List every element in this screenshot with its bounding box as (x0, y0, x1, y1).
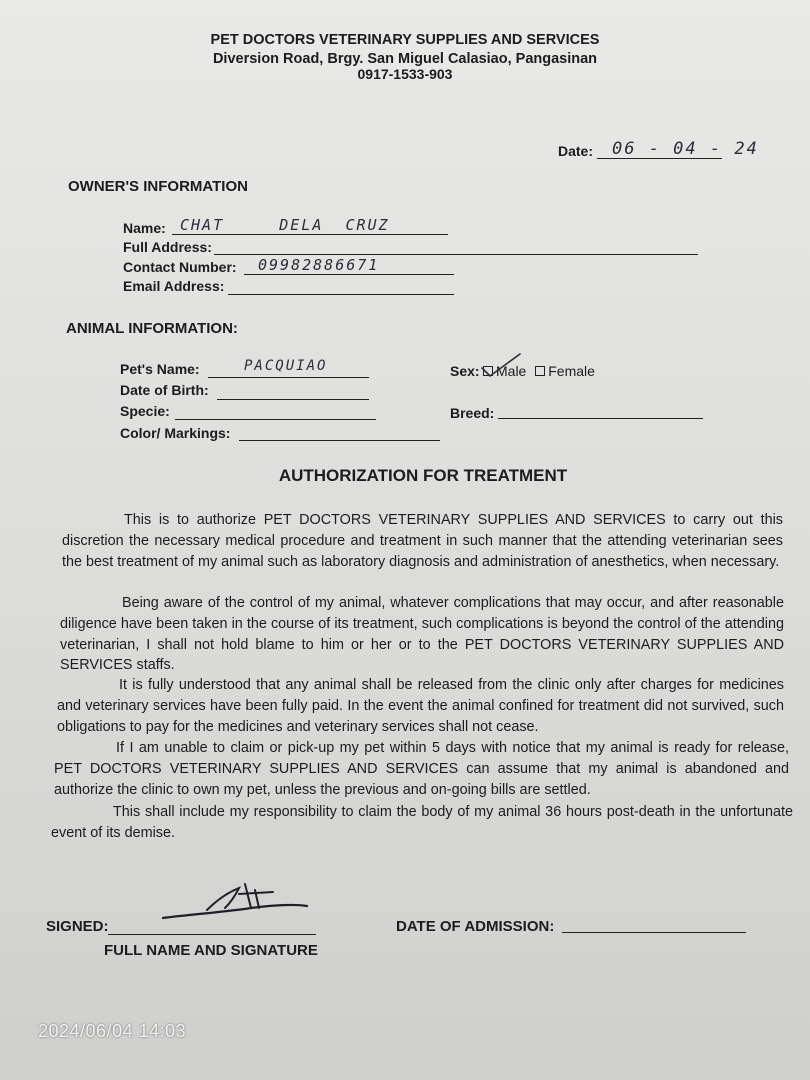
specie-line (175, 419, 376, 420)
authorization-paragraph-4 (54, 738, 789, 800)
company-phone: 0917-1533-903 (357, 66, 453, 82)
breed-label: Breed: (450, 405, 495, 421)
owner-address-label: Full Address: (123, 239, 212, 255)
paragraph-3-text: It is fully understood that any animal shall be released from the clinic only after charges for medicines and veterinary services have been fully paid. In the event the animal confined for treatment did not survived, such obligations to pay for the medicines and veterinary services shall not cease. (57, 677, 784, 735)
color-markings-line (239, 440, 440, 441)
handwritten-signature (155, 878, 315, 928)
female-checkbox[interactable] (535, 366, 545, 376)
authorization-title: AUTHORIZATION FOR TREATMENT (278, 466, 568, 485)
female-option-label: Female (548, 363, 595, 379)
signature-line (108, 934, 316, 935)
authorization-paragraph-5 (51, 802, 793, 844)
signature-caption: FULL NAME AND SIGNATURE (104, 942, 318, 959)
owner-email-label: Email Address: (123, 278, 225, 294)
male-check-mark-icon (476, 350, 526, 380)
owner-contact-value: 09982886671 (258, 256, 380, 274)
owner-name-line (172, 234, 448, 235)
paragraph-5-text: This shall include my responsibility to claim the body of my animal 36 hours post-death in the unfortunate event of its demise. (51, 804, 793, 841)
admission-date-label: DATE OF ADMISSION: (396, 918, 555, 935)
authorization-paragraph-1 (62, 510, 783, 572)
date-value: 06 - 04 - 24 (612, 139, 759, 159)
owner-email-line (228, 294, 454, 295)
owner-section-title: OWNER'S INFORMATION (68, 178, 248, 195)
breed-line (498, 418, 703, 419)
pet-name-line (208, 377, 369, 378)
dob-line (217, 399, 369, 400)
signed-label: SIGNED: (46, 918, 109, 935)
owner-name-label: Name: (123, 220, 166, 236)
paragraph-4-text: If I am unable to claim or pick-up my pet within 5 days with notice that my animal is ready for release, PET DOCTORS VETERINARY SUPPLIES AND SERVICES can assume that my animal is abandoned and authorize the clinic to own my pet, unless the previous and on-going bills are settled. (54, 740, 789, 798)
owner-contact-label: Contact Number: (123, 259, 237, 275)
paragraph-2-text: Being aware of the control of my animal, whatever complications that may occur, and after reasonable diligence have been taken in the course of its treatment, such complications is beyond the control of the attending veterinarian, I shall not hold blame to him or her or to the PET DOCTORS VETERINARY SUPPLIES AND SERVICES staffs. (60, 595, 784, 674)
specie-label: Specie: (120, 403, 170, 419)
paragraph-1-text: This is to authorize PET DOCTORS VETERINARY SUPPLIES AND SERVICES to carry out this discretion the necessary medical procedure and treatment in such manner that the attending veterinarian sees the best treatment of my animal such as laboratory diagnosis and administration of anesthetics, when necessary. (62, 512, 783, 570)
owner-address-line (214, 254, 698, 255)
dob-label: Date of Birth: (120, 382, 209, 398)
pet-name-value: PACQUIAO (244, 358, 328, 374)
authorization-paragraph-2 (60, 593, 784, 676)
sex-label-text: Sex: (450, 363, 480, 379)
owner-contact-line (244, 274, 454, 275)
animal-section-title: ANIMAL INFORMATION: (66, 320, 238, 337)
company-name: PET DOCTORS VETERINARY SUPPLIES AND SERVICES (210, 32, 600, 48)
pet-name-label: Pet's Name: (120, 361, 200, 377)
male-option-label: Male (496, 363, 527, 379)
date-label: Date: (558, 143, 594, 159)
company-address: Diversion Road, Brgy. San Miguel Calasiao, Pangasinan (212, 51, 598, 67)
owner-name-value: CHAT DELA CRUZ (180, 216, 390, 234)
authorization-paragraph-3 (57, 675, 784, 737)
color-markings-label: Color/ Markings: (120, 425, 231, 441)
photo-timestamp: 2024/06/04 14:03 (38, 1021, 187, 1041)
admission-date-line (562, 932, 746, 933)
